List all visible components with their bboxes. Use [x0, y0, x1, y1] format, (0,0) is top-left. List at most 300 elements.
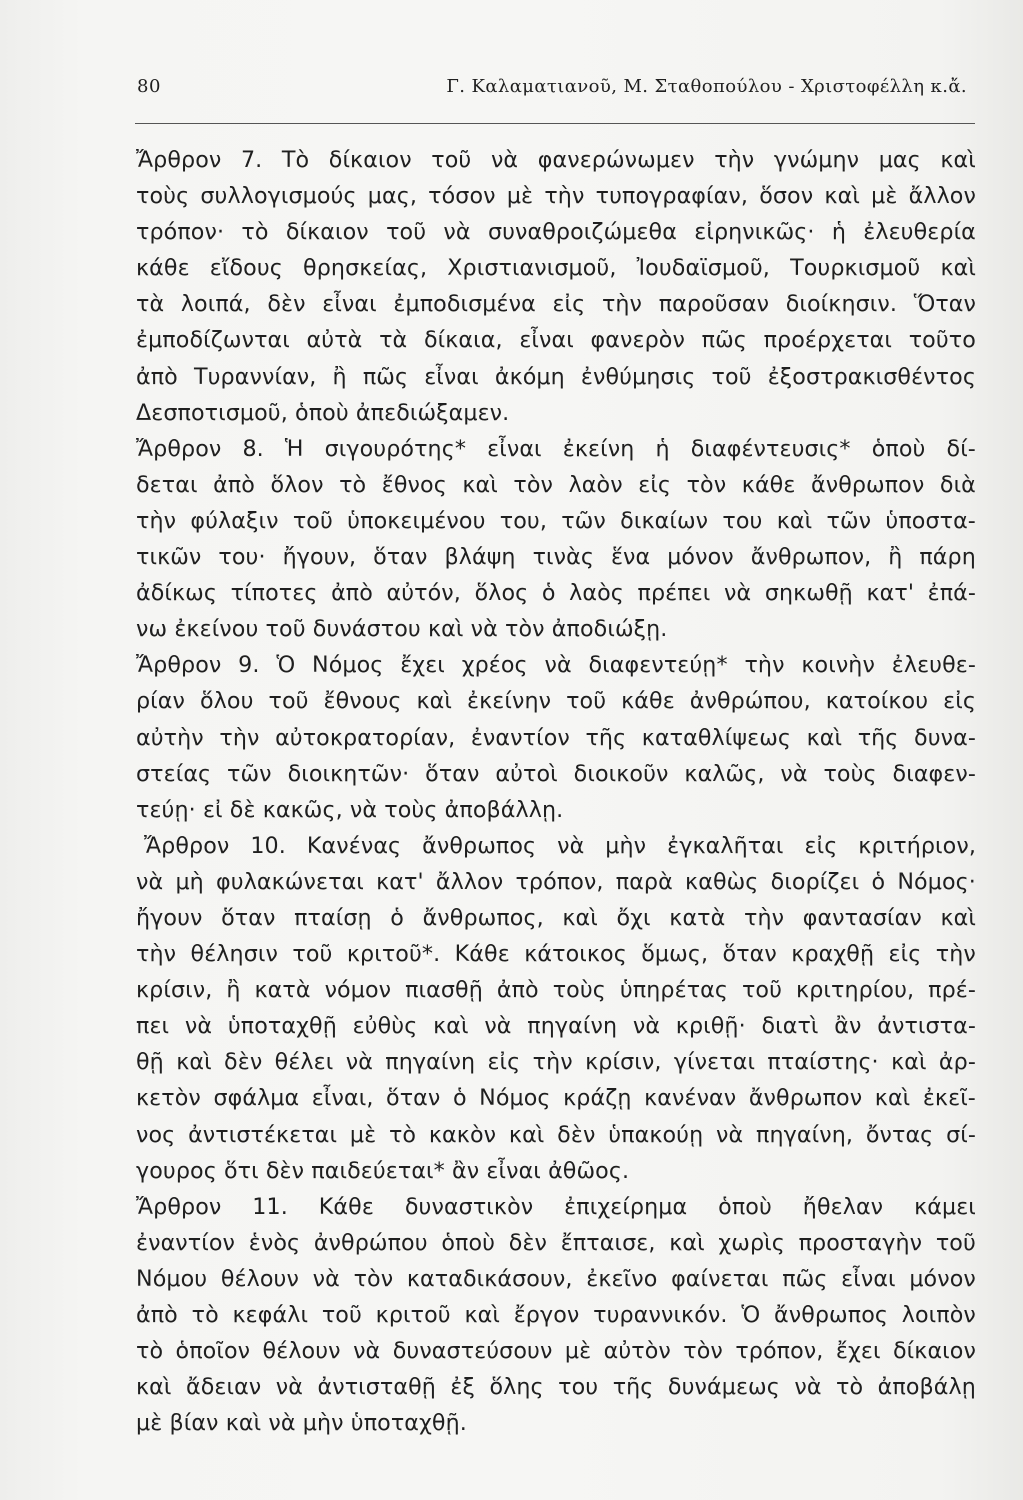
word: αὐτὰ: [306, 327, 363, 354]
word: ἡ: [655, 435, 670, 462]
word: ἀπὸ: [136, 1302, 178, 1328]
word: πηγαίνη: [385, 1049, 476, 1076]
word: ἔχει: [835, 1338, 881, 1365]
text-line: [136, 683, 976, 719]
word: ἀρ-: [938, 1049, 976, 1076]
text-line: [136, 214, 976, 250]
word: τοῦ: [566, 688, 607, 715]
word: διορίζει: [770, 868, 860, 895]
running-head: Γ. Καλαματιανοῦ, Μ. Σταθοπούλου - Χριστοφέλλη κ.ἄ.: [446, 76, 967, 97]
word: εἰρηνικῶς·: [694, 219, 815, 246]
word: Τυραννίαν,: [193, 363, 317, 390]
word: τὰ: [379, 327, 408, 354]
word: ἐναντίον: [136, 1229, 236, 1256]
text-line: [136, 1117, 976, 1153]
word: ὅταν: [425, 760, 480, 787]
text-line: μὲ βίαν καὶ νὰ μὴν ὑποταχθῇ.: [136, 1410, 467, 1437]
word: φαντασίαν: [802, 904, 922, 931]
word: τὴν: [544, 183, 585, 210]
word: τὴν: [219, 724, 260, 751]
word: ἐμποδισμένα: [393, 291, 536, 318]
word: καὶ: [416, 688, 453, 715]
word: εἶναι: [322, 291, 377, 318]
word: του,: [499, 507, 548, 534]
word: ἔχει: [400, 652, 445, 679]
word: τοὺς: [823, 760, 877, 787]
word: καὶ: [669, 1229, 705, 1256]
word: εἰς: [552, 291, 586, 318]
word: τὴν: [136, 507, 177, 534]
word: θέλει: [274, 1049, 334, 1076]
word: ἐναντίον: [470, 724, 570, 751]
word: ἐγκαλῆται: [667, 832, 784, 859]
word: ὄντας: [865, 1121, 934, 1148]
word: χρέος: [461, 652, 528, 679]
word: ἀκόμη: [494, 363, 565, 390]
word: ἄνθρωπον: [810, 471, 925, 498]
word: συναθροιζώμεθα: [487, 219, 677, 246]
word: διαφεν-: [892, 760, 976, 787]
word: Ἄρθρον: [136, 435, 222, 462]
word: τὴν: [935, 941, 976, 968]
word: διατὶ: [761, 1013, 819, 1040]
word: Τουρκισμοῦ: [790, 255, 921, 282]
word: Χριστιανισμοῦ,: [447, 255, 617, 282]
word: ἂν: [834, 1013, 862, 1040]
word: καὶ: [940, 255, 976, 282]
word: τῶν: [227, 760, 272, 787]
page-header: [137, 76, 973, 106]
word: τῶν: [561, 507, 606, 534]
word: τὴν: [532, 1049, 573, 1076]
word: δί-: [946, 435, 976, 462]
word: σηκωθῇ: [764, 580, 853, 607]
word: καὶ: [176, 1049, 212, 1076]
word: ὑποταχθῇ: [227, 1013, 337, 1040]
word: κετὸν: [136, 1085, 201, 1112]
text-line: [136, 1044, 976, 1080]
word: παρὰ: [615, 868, 673, 895]
word: κατὰ: [669, 904, 726, 931]
word: θέλησιν: [190, 941, 278, 968]
word: ἡ: [831, 219, 846, 246]
word: Ὁ: [741, 1302, 761, 1328]
word: 7.: [240, 147, 263, 173]
word: κατὰ: [254, 977, 311, 1004]
word: Νόμος·: [897, 868, 976, 895]
word: ἄνθρωπον,: [750, 544, 872, 571]
word: διαφέντευσις*: [690, 435, 851, 462]
word: ρίαν: [136, 688, 186, 715]
text-line: [136, 720, 976, 756]
word: μας: [878, 147, 921, 173]
word: κατοίκου: [825, 688, 929, 715]
word: ἄλλον: [908, 183, 976, 210]
word: μὲ: [506, 183, 534, 210]
word: ἕνα: [610, 544, 651, 571]
word: ἄδειαν: [185, 1374, 262, 1401]
word: σφάλμα: [213, 1085, 300, 1112]
page-number: 80: [137, 76, 161, 97]
word: πρέ-: [928, 977, 976, 1004]
word: ὁποὺ: [441, 1229, 496, 1256]
word: ἔργον: [513, 1302, 580, 1328]
word: 8.: [242, 435, 264, 462]
word: πῶς: [362, 363, 409, 390]
word: τρόπον,: [735, 1338, 824, 1365]
word: ὁποὺ: [718, 1193, 772, 1220]
word: ἄνθρωπος: [773, 1302, 888, 1328]
word: ἀπὸ: [136, 363, 178, 390]
word: λαὸς: [569, 580, 624, 607]
word: μόνον: [667, 544, 734, 571]
word: καὶ: [891, 1049, 927, 1076]
word: νόμον: [324, 977, 392, 1004]
word: ἐλευθε-: [891, 652, 976, 679]
word: ἀπὸ: [213, 471, 255, 498]
text-line: [136, 431, 976, 467]
word: ὅταν: [722, 941, 777, 968]
word: πάρη: [919, 544, 976, 571]
word: φανερώνωμεν: [537, 147, 695, 173]
word: ἐπιχείρημα: [564, 1193, 688, 1220]
word: τὴν: [744, 652, 785, 679]
word: Ὁ: [276, 652, 296, 679]
word: εἰς: [943, 688, 976, 715]
word: τοῦτο: [908, 327, 976, 354]
word: ἀπὸ: [496, 977, 539, 1004]
word: σί-: [946, 1121, 976, 1148]
word: ὑποκειμένου: [347, 507, 486, 534]
word: τοῦ: [321, 1302, 362, 1328]
word: ἀπὸ: [331, 580, 373, 607]
word: νὰ: [353, 1338, 381, 1365]
word: τὴν: [714, 147, 755, 173]
word: ἤθελαν: [802, 1193, 884, 1220]
word: ὅταν: [221, 904, 276, 931]
word: χωρὶς: [718, 1229, 785, 1256]
word: δυναστεύσουν: [392, 1338, 553, 1365]
word: εἰς: [638, 471, 672, 498]
word: εἰς: [804, 832, 838, 859]
word: πῶς: [782, 1265, 828, 1292]
word: νὰ: [312, 1265, 340, 1292]
word: ἀνθρώπου,: [689, 688, 811, 715]
word: πῶς: [701, 327, 747, 354]
word: εἶναι: [487, 435, 542, 462]
text-line: γουρος ὅτι δὲν παιδεύεται* ἂν εἶναι ἀθῶος.: [136, 1157, 630, 1184]
word: καταθλίψεως: [641, 724, 792, 751]
word: παροῦσαν: [658, 291, 770, 318]
word: δὲν: [557, 1121, 596, 1148]
word: γίνεται: [673, 1049, 756, 1076]
text-line: [136, 864, 976, 900]
word: τοὺς: [136, 183, 190, 210]
text-line: [136, 467, 976, 503]
word: τῶν: [826, 507, 872, 534]
word: αὐτοκρατορίαν,: [275, 724, 456, 751]
header-rule: [135, 123, 975, 124]
word: ἔθνος: [381, 471, 447, 498]
word: ἀποβάλῃ: [877, 1374, 976, 1401]
text-line: [136, 1225, 976, 1261]
word: προσταγὴν: [798, 1229, 923, 1256]
word: 9.: [238, 652, 260, 679]
word: καὶ: [508, 1121, 545, 1148]
word: κριτοῦ*.: [346, 941, 441, 968]
word: τρόπον,: [515, 868, 604, 895]
word: Ἄρθρον: [136, 147, 222, 173]
word: ὅταν: [386, 1085, 441, 1112]
word: ἀντιστα-: [877, 1013, 976, 1040]
word: κανέναν: [644, 1085, 737, 1112]
word: τοῦ: [292, 941, 333, 968]
word: νὰ: [184, 1013, 213, 1040]
word: πταίστης·: [767, 1049, 879, 1076]
word: νὰ: [544, 652, 572, 679]
word: διαφεντεύῃ*: [588, 652, 728, 679]
word: σιγουρότης*: [324, 435, 467, 462]
word: αὐτοὶ: [495, 760, 558, 787]
word: ὅλον: [270, 471, 324, 498]
word: πιασθῇ: [405, 977, 483, 1004]
word: μὲ: [349, 1121, 377, 1148]
word: τῆς: [612, 1374, 654, 1401]
text-line: [136, 286, 976, 322]
word: ὁποῖον: [175, 1338, 251, 1365]
word: καλῶς,: [684, 760, 765, 787]
word: Νόμου: [136, 1265, 208, 1292]
text-line: [136, 575, 976, 611]
word: κάθε: [621, 688, 675, 715]
text-line: [136, 756, 976, 792]
word: καὶ: [824, 183, 860, 210]
text-line: [136, 1297, 976, 1333]
word: διοικητῶν·: [287, 760, 410, 787]
word: κάθε: [741, 471, 796, 498]
word: ὅλος: [474, 580, 529, 607]
word: κριθῇ·: [675, 1013, 746, 1040]
word: τοῦ: [741, 977, 783, 1004]
word: ἄνθρωπον: [748, 1085, 863, 1112]
word: τῆς: [585, 724, 627, 751]
word: καὶ: [562, 904, 598, 931]
word: ὅλου: [199, 688, 254, 715]
word: εἴδους: [209, 255, 283, 282]
word: νὰ: [632, 1013, 661, 1040]
word: ἐνθύμησις: [580, 363, 696, 390]
word: εὐθὺς: [352, 1013, 418, 1040]
text-line: [136, 359, 976, 395]
word: ἢ: [888, 544, 903, 571]
text-line: [136, 900, 976, 936]
word: θέλουν: [262, 1338, 341, 1365]
word: ὁ: [871, 868, 886, 895]
word: Νόμος: [312, 652, 384, 679]
word: γνώμην: [773, 147, 860, 173]
word: δίκαια,: [423, 327, 503, 354]
word: ἀντιστέκεται: [188, 1121, 338, 1148]
text-line: [136, 1008, 976, 1044]
word: τοῦ: [268, 688, 309, 715]
word: ἑνὸς: [248, 1229, 301, 1256]
word: στείας: [136, 760, 212, 787]
word: Ἄρθρον: [136, 652, 222, 679]
word: εἶναι: [424, 363, 479, 390]
word: νος: [136, 1121, 176, 1148]
word: τοῦ: [386, 219, 427, 246]
word: αὐτὸν: [603, 1338, 671, 1365]
word: ἄλλον: [435, 868, 504, 895]
word: πρέπει: [637, 580, 711, 607]
word: ἤγουν,: [282, 544, 357, 571]
word: του: [558, 1374, 599, 1401]
word: τὴν: [601, 291, 643, 318]
word: τὸ: [136, 1338, 164, 1365]
word: Κάθε: [454, 941, 510, 968]
word: τὸ: [388, 1121, 417, 1148]
word: πηγαίνη: [527, 1013, 618, 1040]
text-line: [136, 1080, 976, 1116]
word: δίκαιον: [892, 1338, 976, 1365]
word: Κάθε: [318, 1193, 374, 1220]
word: ἐμποδίζωνται: [136, 327, 290, 354]
word: κραχθῇ: [791, 941, 875, 968]
word: μὲ: [871, 183, 898, 210]
word: 10.: [250, 832, 286, 859]
text-line: [136, 322, 976, 358]
word: νὰ: [136, 868, 164, 895]
word: κακὸν: [428, 1121, 497, 1148]
word: εἶναι: [519, 327, 574, 354]
body-text: [136, 142, 976, 1441]
word: αὐτόν,: [386, 580, 461, 607]
word: ὁ: [390, 904, 404, 931]
word: πταίσῃ: [294, 904, 372, 931]
word: Κανένας: [306, 832, 402, 859]
word: θῇ: [136, 1049, 164, 1076]
word: κράζῃ: [563, 1085, 632, 1112]
word: προέρχεται: [763, 327, 892, 354]
word: Ὅταν: [913, 291, 976, 318]
word: δίκαιον: [328, 147, 412, 173]
word: νὰ: [484, 1013, 512, 1040]
word: κάθε: [136, 255, 190, 282]
text-line: [136, 1333, 976, 1369]
word: μας,: [367, 183, 417, 210]
word: ἐξ: [450, 1374, 475, 1401]
word: ἐκεῖ-: [922, 1085, 976, 1112]
word: ὅταν: [373, 544, 428, 571]
word: ἢ: [332, 363, 347, 390]
word: πηγαίνη,: [756, 1121, 854, 1148]
word: δὲν: [508, 1229, 548, 1256]
word: κατ': [376, 868, 424, 895]
word: φαίνεται: [671, 1265, 769, 1292]
word: δίκαιον: [285, 219, 369, 246]
word: 11.: [252, 1193, 288, 1220]
word: καὶ: [806, 724, 843, 751]
word: καὶ: [776, 507, 813, 534]
word: καὶ: [940, 147, 976, 173]
word: τὸν: [686, 471, 727, 498]
word: τὸ: [241, 219, 269, 246]
word: ὁ: [452, 1085, 467, 1112]
text-line: [136, 647, 976, 683]
word: τοῦ: [711, 363, 752, 390]
word: φανερὸν: [590, 327, 685, 354]
word: τὴν: [743, 904, 785, 931]
word: κριτήριον,: [858, 832, 976, 859]
word: δυνάμεως: [667, 1374, 780, 1401]
text-line: [136, 936, 976, 972]
word: μὲ: [564, 1338, 592, 1365]
text-line: [136, 539, 976, 575]
word: καὶ: [462, 471, 498, 498]
word: ἄνθρωπος: [422, 832, 537, 859]
word: Ἰουδαϊσμοῦ,: [636, 255, 770, 282]
word: πει: [136, 1013, 170, 1040]
word: καθὼς: [685, 868, 759, 895]
word: τινὰς: [532, 544, 594, 571]
word: τικῶν: [136, 544, 202, 571]
word: ὑποστα-: [885, 507, 976, 534]
word: θέλουν: [220, 1265, 299, 1292]
word: εἶναι: [841, 1265, 896, 1292]
word: ὁποὺ: [871, 435, 926, 462]
word: κρίσιν,: [136, 977, 213, 1004]
word: φυλακώνεται: [216, 868, 364, 895]
text-line: [136, 828, 976, 864]
word: καὶ: [433, 1013, 469, 1040]
text-line: [136, 1369, 976, 1405]
word: μὴ: [175, 868, 204, 895]
word: κάτοικος: [524, 941, 627, 968]
word: διοικοῦν: [573, 760, 669, 787]
word: εἰς: [888, 941, 922, 968]
word: τὸν: [353, 1265, 394, 1292]
word: ὁ: [541, 580, 556, 607]
word: λοιπὸν: [901, 1302, 976, 1328]
word: ἀδίκως: [136, 580, 217, 607]
word: νὰ: [275, 1374, 304, 1401]
word: ἐπά-: [927, 580, 976, 607]
word: ὑπακούῃ: [608, 1121, 704, 1148]
word: ἤγουν: [136, 904, 203, 931]
word: τὴν: [136, 941, 177, 968]
word: μὴν: [605, 832, 647, 859]
word: δυναστικὸν: [404, 1193, 534, 1220]
word: νὰ: [443, 219, 471, 246]
word: ὅσον: [759, 183, 814, 210]
word: τὸν: [513, 471, 554, 498]
word: ὄχι: [616, 904, 651, 931]
word: μόνον: [909, 1265, 976, 1292]
word: κριτοῦ: [375, 1302, 451, 1328]
word: δὲν: [267, 291, 306, 318]
word: ἢ: [226, 977, 241, 1004]
word: τοῦ: [431, 147, 472, 173]
word: ὑπηρέτας: [619, 977, 728, 1004]
word: θρησκείας,: [303, 255, 428, 282]
word: καταδικάσουν,: [406, 1265, 573, 1292]
word: νὰ: [345, 1049, 373, 1076]
word: τὸν: [683, 1338, 723, 1365]
text-line: τεύῃ· εἰ δὲ κακῶς, νὰ τοὺς ἀποβάλλῃ.: [136, 796, 564, 823]
word: αὐτὴν: [136, 724, 204, 751]
word: τυραννικόν.: [593, 1302, 728, 1328]
word: νὰ: [557, 832, 585, 859]
